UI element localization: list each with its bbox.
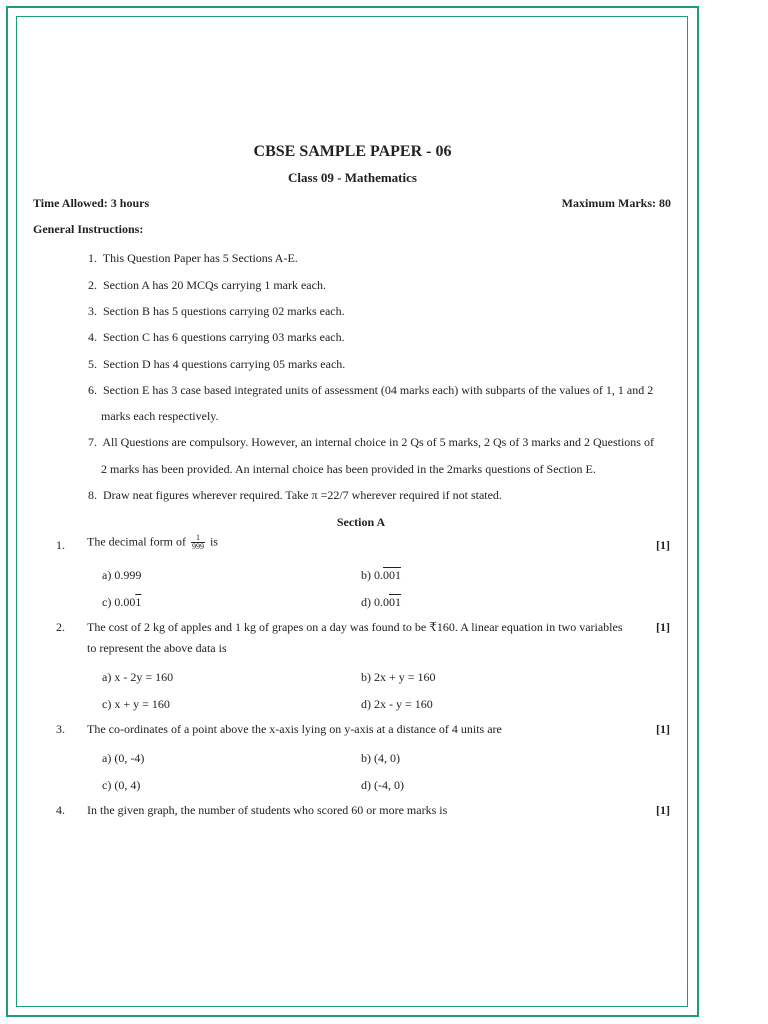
instructions-heading: General Instructions:	[33, 222, 144, 236]
instruction-item: 6. Section E has 3 case based integrated units of assessment (04 marks each) with subparts of the values of 1, 1 and 2	[88, 383, 654, 397]
question-marks: [1]	[656, 722, 670, 736]
instruction-item: 7. All Questions are compulsory. However, an internal choice in 2 Qs of 5 marks, 2 Qs of 3 marks and 2 Questions of	[88, 435, 654, 449]
instruction-continuation: 2 marks has been provided. An internal choice has been provided in the 2marks questions of Section E.	[101, 462, 596, 476]
question-marks: [1]	[656, 803, 670, 817]
option-b[interactable]: b) 0.001	[361, 568, 401, 582]
instruction-item: 1. This Question Paper has 5 Sections A-E.	[88, 251, 298, 265]
option-c[interactable]: c) (0, 4)	[102, 778, 141, 792]
question-text: The co-ordinates of a point above the x-axis lying on y-axis at a distance of 4 units are	[87, 722, 502, 736]
option-d[interactable]: d) 0.001	[361, 595, 401, 609]
question-text: In the given graph, the number of students who scored 60 or more marks is	[87, 803, 448, 817]
maximum-marks: Maximum Marks: 80	[561, 196, 671, 210]
question-marks: [1]	[656, 620, 670, 634]
option-c[interactable]: c) 0.001	[102, 595, 142, 609]
paper-title: CBSE SAMPLE PAPER - 06	[253, 143, 452, 160]
instruction-item: 2. Section A has 20 MCQs carrying 1 mark each.	[88, 278, 326, 292]
instruction-item: 4. Section C has 6 questions carrying 03 marks each.	[88, 330, 345, 344]
option-c[interactable]: c) x + y = 160	[102, 697, 170, 711]
instruction-continuation: marks each respectively.	[101, 409, 219, 423]
question-number: 1.	[56, 538, 65, 552]
question-number: 2.	[56, 620, 65, 634]
time-allowed: Time Allowed: 3 hours	[33, 196, 150, 210]
option-b[interactable]: b) 2x + y = 160	[361, 670, 436, 684]
option-a[interactable]: a) 0.999	[102, 568, 142, 582]
question-text: The decimal form of $\frac{1}{999}$ is	[87, 533, 218, 551]
question-text-continuation: to represent the above data is	[87, 641, 227, 655]
question-number: 3.	[56, 722, 65, 736]
paper-subtitle: Class 09 - Mathematics	[288, 170, 417, 185]
instruction-item: 5. Section D has 4 questions carrying 05 marks each.	[88, 357, 346, 371]
option-d[interactable]: d) 2x - y = 160	[361, 697, 433, 711]
instruction-item: 3. Section B has 5 questions carrying 02 marks each.	[88, 304, 345, 318]
question-number: 4.	[56, 803, 65, 817]
question-marks: [1]	[656, 538, 670, 552]
page-border-inner	[16, 16, 688, 1007]
question-text: The cost of 2 kg of apples and 1 kg of grapes on a day was found to be ₹160. A linear equation in two variables	[87, 620, 623, 634]
option-b[interactable]: b) (4, 0)	[361, 751, 400, 765]
fraction: $\frac{1}{999}$	[191, 533, 204, 551]
section-heading: Section A	[336, 515, 386, 529]
option-a[interactable]: a) (0, -4)	[102, 751, 145, 765]
option-d[interactable]: d) (-4, 0)	[361, 778, 404, 792]
option-a[interactable]: a) x - 2y = 160	[102, 670, 174, 684]
instruction-item: 8. Draw neat figures wherever required. Take π =22/7 wherever required if not stated.	[88, 488, 502, 502]
